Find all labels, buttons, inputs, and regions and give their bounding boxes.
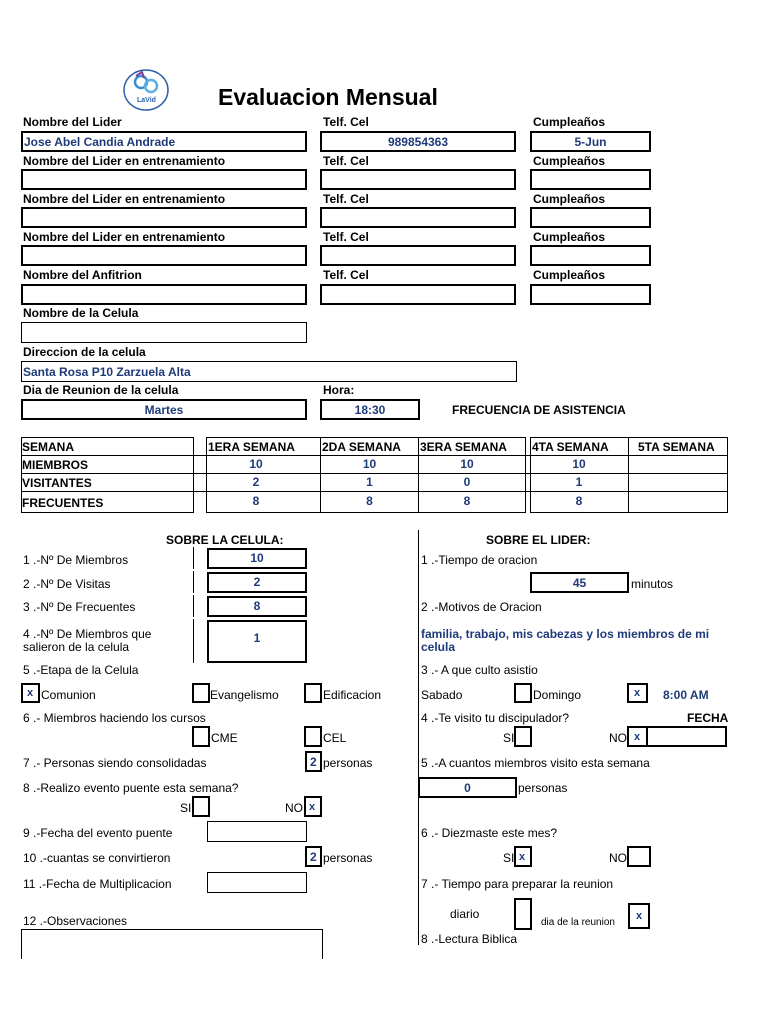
logo <box>122 68 170 112</box>
cel-label: CEL <box>323 731 347 745</box>
celula-a3-value: 8 <box>253 599 261 613</box>
logo-icon <box>122 68 170 112</box>
entrenamiento-3-telf-field[interactable] <box>320 245 516 266</box>
lider-a1-value: 45 <box>572 576 587 590</box>
celula-q7: 7 .- Personas siendo consolidadas <box>23 756 207 770</box>
celula-a10-unit: personas <box>323 851 373 865</box>
lider-q8: 8 .-Lectura Biblica <box>421 932 518 946</box>
page-title: Evaluacion Mensual <box>218 84 438 110</box>
lider-q1: 1 .-Tiempo de oracion <box>421 553 538 567</box>
celula-a7-field[interactable] <box>305 751 322 772</box>
label-entrenamiento-2: Nombre del Lider en entrenamiento <box>23 192 226 206</box>
lider-name-field[interactable] <box>21 131 307 152</box>
cell-frecuentes-2: 8 <box>366 494 373 508</box>
entrenamiento-3-name-field[interactable] <box>21 245 307 266</box>
lider-q6-no-label: NO <box>609 851 627 865</box>
entrenamiento-2-cumple-field[interactable] <box>530 207 651 228</box>
label-dia: Dia de Reunion de la celula <box>23 383 179 397</box>
cell-visitantes-3: 0 <box>463 475 471 489</box>
lider-a1-field[interactable] <box>530 572 629 593</box>
lider-q4-no-checkbox[interactable] <box>627 726 648 747</box>
direccion-field[interactable] <box>21 361 517 382</box>
attendance-table <box>21 437 728 513</box>
lider-q4: 4 .-Te visito tu discipulador? <box>421 711 570 725</box>
cell-miembros-2: 10 <box>362 457 377 471</box>
cel-checkbox[interactable] <box>304 726 322 747</box>
celula-q9: 9 .-Fecha del evento puente <box>23 826 173 840</box>
celula-a10-field[interactable] <box>305 846 322 867</box>
entrenamiento-1-name-field[interactable] <box>21 169 307 190</box>
celula-q8-no-mark: x <box>309 801 316 813</box>
celula-q8-si-label: SI <box>180 801 192 815</box>
celula-q12: 12 .-Observaciones <box>23 914 128 928</box>
row-label-frecuentes: FRECUENTES <box>22 496 104 510</box>
celula-a1-value: 10 <box>250 551 264 565</box>
th-semana: SEMANA <box>22 440 75 454</box>
label-cumple-1: Cumpleaños <box>533 154 606 168</box>
lider-a2-line2: celula <box>421 640 456 654</box>
celula-q5: 5 .-Etapa de la Celula <box>23 663 139 677</box>
label-entrenamiento-3: Nombre del Lider en entrenamiento <box>23 230 226 244</box>
label-cumple-2: Cumpleaños <box>533 192 606 206</box>
celula-q8-si-checkbox[interactable] <box>192 796 210 817</box>
observaciones-field[interactable] <box>21 929 323 959</box>
label-telf-1: Telf. Cel <box>323 154 369 168</box>
cme-checkbox[interactable] <box>192 726 210 747</box>
cell-visitantes-1: 2 <box>252 475 260 489</box>
celula-a4-field[interactable] <box>207 620 307 663</box>
culto-hora: 8:00 AM <box>663 688 709 702</box>
diario-label: diario <box>450 907 480 921</box>
label-telf-2: Telf. Cel <box>323 192 369 206</box>
celula-q6: 6 .- Miembros haciendo los cursos <box>23 711 206 725</box>
cell-miembros-4: 10 <box>572 457 586 471</box>
celula-q4a: 4 .-Nº De Miembros que <box>23 627 152 641</box>
celula-q4b: salieron de la celula <box>23 640 130 654</box>
cell-frecuentes-3: 8 <box>463 494 471 508</box>
domingo-checkbox[interactable] <box>514 683 532 703</box>
dia-reunion-mark: x <box>636 910 643 922</box>
lider-a5-value: 0 <box>464 781 471 795</box>
cell-visitantes-4: 1 <box>575 475 583 489</box>
celula-q8-no-checkbox[interactable] <box>304 796 322 817</box>
lider-q4-fecha-field[interactable] <box>646 726 727 747</box>
heading-sobre-lider: SOBRE EL LIDER: <box>486 533 591 547</box>
anfitrion-cumple-field[interactable] <box>530 284 651 305</box>
lider-a1-unit: minutos <box>631 577 674 591</box>
lider-a5-field[interactable] <box>418 777 517 798</box>
celula-q11: 11 .-Fecha de Multiplicacion <box>23 877 172 891</box>
celula-a2-value: 2 <box>253 575 261 589</box>
lider-a5-unit: personas <box>518 781 568 795</box>
lider-q6-no-checkbox[interactable] <box>627 846 651 867</box>
lider-q6-si-label: SI <box>503 851 515 865</box>
th-1era: 1ERA SEMANA <box>208 440 295 454</box>
diario-checkbox[interactable] <box>514 898 532 930</box>
celula-q2: 2 .-Nº De Visitas <box>23 577 111 591</box>
evangelismo-checkbox[interactable] <box>192 683 210 703</box>
th-5ta: 5TA SEMANA <box>638 440 715 454</box>
lider-q4-si-checkbox[interactable] <box>514 726 532 747</box>
label-telf-anfitrion: Telf. Cel <box>323 268 369 282</box>
lider-cumple-field[interactable] <box>530 131 651 152</box>
lider-telf-field[interactable] <box>320 131 516 152</box>
label-telf-3: Telf. Cel <box>323 230 369 244</box>
celula-a7-value: 2 <box>310 755 317 769</box>
evangelismo-label: Evangelismo <box>210 688 279 702</box>
entrenamiento-2-telf-field[interactable] <box>320 207 516 228</box>
celula-a4-value: 1 <box>253 631 261 645</box>
celula-a1-field[interactable] <box>207 548 307 569</box>
culto-mark: x <box>634 687 641 699</box>
sabado-label: Sabado <box>421 688 463 702</box>
heading-sobre-celula: SOBRE LA CELULA: <box>166 533 284 547</box>
celula-a9-field[interactable] <box>207 821 307 842</box>
celula-name-field[interactable] <box>21 322 307 343</box>
label-anfitrion: Nombre del Anfitrion <box>23 268 142 282</box>
entrenamiento-1-telf-field[interactable] <box>320 169 516 190</box>
dia-reunion-checkbox[interactable] <box>628 903 650 929</box>
label-lider: Nombre del Lider <box>23 115 122 129</box>
direccion-value: Santa Rosa P10 Zarzuela Alta <box>23 365 191 379</box>
label-direccion: Direccion de la celula <box>23 345 146 359</box>
hora-field[interactable] <box>320 399 420 420</box>
celula-q8: 8 .-Realizo evento puente esta semana? <box>23 781 239 795</box>
celula-a2-field[interactable] <box>207 572 307 593</box>
lider-q3: 3 .- A que culto asistio <box>421 663 538 677</box>
th-3era: 3ERA SEMANA <box>420 440 507 454</box>
dia-field[interactable] <box>21 399 307 420</box>
anfitrion-name-field[interactable] <box>21 284 307 305</box>
label-cumple-anfitrion: Cumpleaños <box>533 268 606 282</box>
dia-value: Martes <box>144 403 184 417</box>
label-celula: Nombre de la Celula <box>23 306 139 320</box>
logo-text: LaVid <box>137 97 156 104</box>
dia-reunion-label: dia de la reunion <box>541 917 615 928</box>
celula-a7-unit: personas <box>323 756 373 770</box>
fecha-label: FECHA <box>687 711 729 725</box>
comunion-label: Comunion <box>41 688 96 702</box>
cme-label: CME <box>211 731 238 745</box>
celula-a10-value: 2 <box>310 850 317 864</box>
celula-a11-field[interactable] <box>207 872 307 893</box>
lider-q4-no-label: NO <box>609 731 627 745</box>
entrenamiento-1-cumple-field[interactable] <box>530 169 651 190</box>
culto-checkbox[interactable] <box>627 683 648 703</box>
lider-q5: 5 .-A cuantos miembros visito esta semana <box>421 756 650 770</box>
entrenamiento-2-name-field[interactable] <box>21 207 307 228</box>
cell-visitantes-2: 1 <box>366 475 373 489</box>
comunion-mark: x <box>27 687 34 699</box>
label-frecuencia: FRECUENCIA DE ASISTENCIA <box>452 403 626 417</box>
lider-a2-line1: familia, trabajo, mis cabezas y los miembros de mi <box>421 627 710 641</box>
comunion-checkbox[interactable] <box>21 683 40 703</box>
lider-name-value: Jose Abel Candia Andrade <box>24 135 176 149</box>
cell-miembros-3: 10 <box>460 457 474 471</box>
lider-telf-value: 989854363 <box>387 135 449 149</box>
edificacion-checkbox[interactable] <box>304 683 322 703</box>
label-cumple: Cumpleaños <box>533 115 606 129</box>
row-label-miembros: MIEMBROS <box>22 458 88 472</box>
celula-q10: 10 .-cuantas se convirtieron <box>23 851 171 865</box>
label-cumple-3: Cumpleaños <box>533 230 606 244</box>
cell-frecuentes-4: 8 <box>575 494 583 508</box>
domingo-label: Domingo <box>533 688 582 702</box>
anfitrion-telf-field[interactable] <box>320 284 516 305</box>
section-divider <box>418 530 419 945</box>
lider-q2: 2 .-Motivos de Oracion <box>421 600 542 614</box>
label-hora: Hora: <box>323 383 355 397</box>
lider-cumple-value: 5-Jun <box>574 135 607 149</box>
lider-q4-no-mark: x <box>634 731 641 743</box>
label-entrenamiento-1: Nombre del Lider en entrenamiento <box>23 154 226 168</box>
cell-frecuentes-1: 8 <box>252 494 260 508</box>
row-label-visitantes: VISITANTES <box>22 476 92 490</box>
celula-q3: 3 .-Nº De Frecuentes <box>23 600 136 614</box>
th-2da: 2DA SEMANA <box>322 440 401 454</box>
cell-miembros-1: 10 <box>249 457 263 471</box>
hora-value: 18:30 <box>354 403 386 417</box>
lider-q7: 7 .- Tiempo para preparar la reunion <box>421 877 614 891</box>
celula-a3-field[interactable] <box>207 596 307 617</box>
edificacion-label: Edificacion <box>323 688 382 702</box>
entrenamiento-3-cumple-field[interactable] <box>530 245 651 266</box>
lider-q6-si-mark: x <box>519 851 526 863</box>
th-4ta: 4TA SEMANA <box>532 440 609 454</box>
lider-q4-si-label: SI <box>503 731 515 745</box>
lider-q6-si-checkbox[interactable] <box>514 846 532 867</box>
lider-q6: 6 .- Diezmaste este mes? <box>421 826 558 840</box>
label-telf: Telf. Cel <box>323 115 369 129</box>
celula-q8-no-label: NO <box>285 801 303 815</box>
celula-q1: 1 .-Nº De Miembros <box>23 553 129 567</box>
